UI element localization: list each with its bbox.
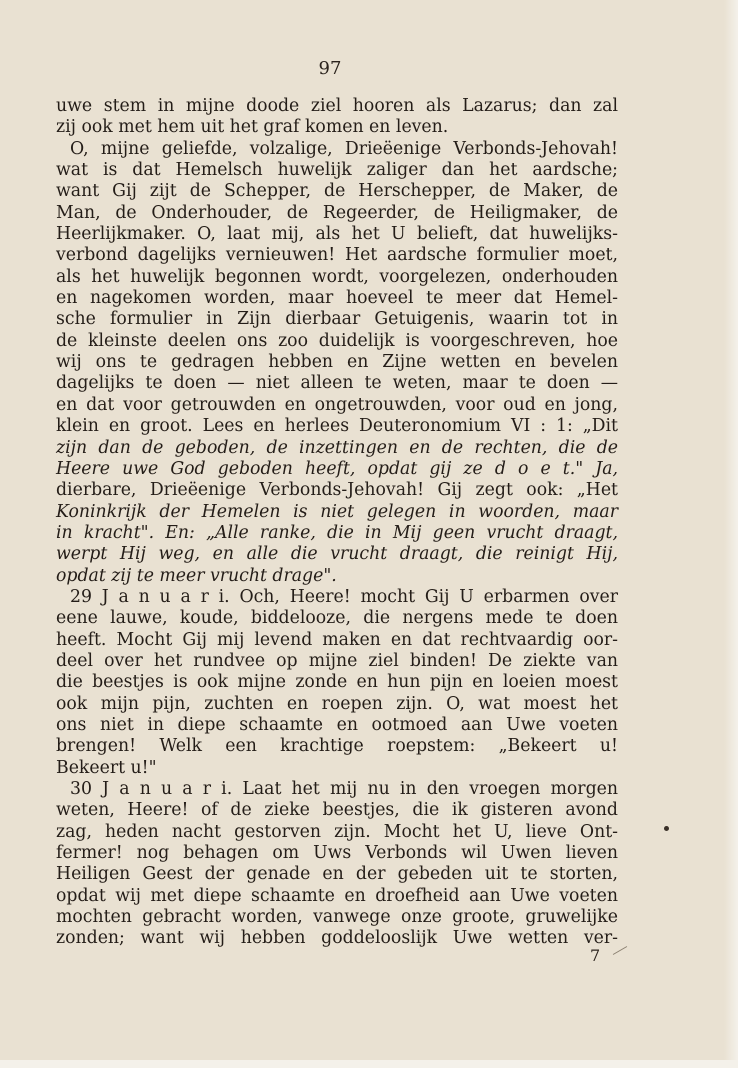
text-line: en nagekomen worden, maar hoeveel te meer dat Hemel- [56, 288, 618, 309]
signature-mark: 7 [590, 946, 601, 965]
text-line-italic: in kracht". En: „Alle ranke, die in Mij geen vrucht draagt, [56, 522, 618, 543]
text-line: ook mijn pijn, zuchten en roepen zijn. O, wat moest het [56, 693, 618, 714]
text-line: die beestjes is ook mijne zonde en hun pijn en loeien moest [56, 672, 618, 693]
text-line-italic: werpt Hij weg, en alle die vrucht draagt, die reinigt Hij, [56, 544, 618, 565]
text-line: O, mijne geliefde, volzalige, Drieëenige Verbonds-Jehovah! [70, 138, 618, 159]
text-line: deel over het rundvee op mijne ziel binden! De ziekte van [56, 650, 618, 671]
ink-dot [664, 826, 669, 831]
page-edge [724, 0, 738, 1068]
text-line: eene lauwe, koude, biddelooze, die nergens mede te doen [56, 608, 618, 629]
text-line: want Gij zijt de Schepper, de Herschepper, de Maker, de [56, 181, 618, 202]
body-text [56, 96, 618, 950]
text-line: brengen! Welk een krachtige roepstem: „Bekeert u! [56, 736, 618, 757]
text-line: en dat voor getrouwden en ongetrouwden, voor oud en jong, [56, 394, 618, 415]
text-line: fermer! nog behagen om Uws Verbonds wil Uwen lieven [56, 843, 618, 864]
text-line: klein en groot. Lees en herlees Deuteronomium VI : 1: „Dit [56, 416, 618, 437]
text-line-italic: opdat zij te meer vrucht drage". [56, 565, 337, 586]
text-line: zonden; want wij hebben goddelooslijk Uwe wetten ver- [56, 928, 618, 949]
text-line: zag, heden nacht gestorven zijn. Mocht het U, lieve Ont- [56, 821, 618, 842]
text-line-italic: zijn dan de geboden, de inzettingen en de rechten, die de [56, 437, 618, 458]
text-line: wat is dat Hemelsch huwelijk zaliger dan het aardsche; [56, 160, 618, 181]
text-line: verbond dagelijks vernieuwen! Het aardsche formulier moet, [56, 245, 618, 266]
text-line: ons niet in diepe schaamte en ootmoed aan Uwe voeten [56, 714, 618, 735]
text-line: Bekeert u!" [56, 757, 157, 778]
text-line: sche formulier in Zijn dierbaar Getuigenis, waarin tot in [56, 309, 618, 330]
page-number: 97 [318, 58, 342, 79]
text-line: als het huwelijk begonnen wordt, voorgelezen, onderhouden [56, 266, 618, 287]
text-line: dierbare, Drieëenige Verbonds-Jehovah! Gij zegt ook: „Het [56, 480, 618, 501]
text-line: 30 J a n u a r i. Laat het mij nu in den vroegen morgen [70, 779, 618, 799]
text-line: uwe stem in mijne doode ziel hooren als Lazarus; dan zal [56, 96, 618, 116]
text-line: weten, Heere! of de zieke beestjes, die ik gisteren avond [56, 800, 618, 821]
page-edge-bottom [0, 1060, 738, 1068]
text-line: heeft. Mocht Gij mij levend maken en dat rechtvaardig oor- [56, 629, 618, 650]
text-line: dagelijks te doen — niet alleen te weten, maar te doen — [56, 373, 618, 394]
text-line-italic: Koninkrijk der Hemelen is niet gelegen in woorden, maar [56, 501, 618, 522]
text-line: wij ons te gedragen hebben en Zijne wetten en bevelen [56, 352, 618, 373]
text-line: 29 J a n u a r i. Och, Heere! mocht Gij U erbarmen over [70, 586, 618, 607]
text-line: zij ook met hem uit het graf komen en leven. [56, 117, 449, 138]
text-line: de kleinste deelen ons zoo duidelijk is voorgeschreven, hoe [56, 330, 618, 351]
text-line: opdat wij met diepe schaamte en droefheid aan Uwe voeten [56, 885, 618, 906]
text-line-italic: Heere uwe God geboden heeft, opdat gij ze d o e t." Ja, [56, 458, 618, 479]
text-line: mochten gebracht worden, vanwege onze groote, gruwelijke [56, 907, 618, 928]
text-line: Heiligen Geest der genade en der gebeden uit te storten, [56, 864, 618, 885]
text-line: Heerlijkmaker. O, laat mij, als het U belieft, dat huwelijks- [56, 224, 618, 245]
text-line: Man, de Onderhouder, de Regeerder, de Heiligmaker, de [56, 202, 618, 223]
